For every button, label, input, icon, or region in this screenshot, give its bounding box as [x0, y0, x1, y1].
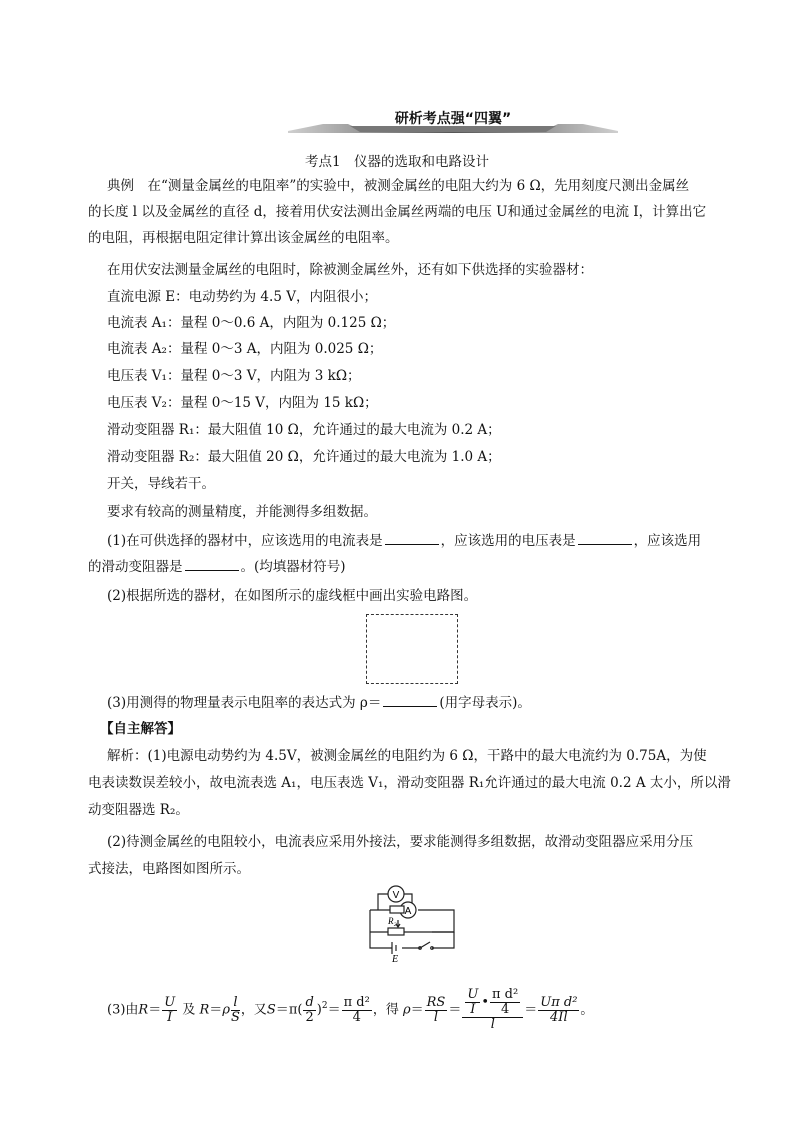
fraction — [342, 996, 372, 1025]
example-line-2: 的长度 l 以及金属丝的直径 d，接着用伏安法测出金属丝两端的电压 U和通过金属丝的电流 I，计算出它 — [88, 204, 707, 220]
example-line-4: 在用伏安法测量金属丝的电阻时，除被测金属丝外，还有如下供选择的实验器材： — [107, 262, 593, 278]
answer-blank — [383, 694, 437, 707]
fraction-numerator — [462, 988, 523, 1018]
solution-line: 电表读数误差较小，故电流表选 A₁，电压表选 V₁，滑动变阻器 R₁允许通过的最大电流 0.2 A 太小，所以滑 — [88, 775, 731, 791]
question-1 — [107, 532, 701, 550]
formula-symbol: ＝ — [209, 1002, 223, 1018]
solution-line: (2)待测金属丝的电阻较小，电流表应采用外接法，要求能测得多组数据，故滑动变阻器应采用分压 — [107, 834, 694, 850]
source-label: E — [392, 954, 399, 962]
equipment-item: 直流电源 E：电动势约为 4.5 V，内阻很小； — [107, 289, 377, 305]
fraction-numerator: l — [231, 996, 240, 1011]
section-title: 考点1 仪器的选取和电路设计 — [304, 154, 490, 170]
answer-blank — [385, 532, 439, 545]
wire-resistor — [390, 906, 404, 913]
formula-symbol: S — [266, 1002, 276, 1018]
question-3 — [107, 694, 531, 712]
equipment-item: 电压表 V₂：量程 0～15 V，内阻为 15 kΩ； — [107, 395, 378, 411]
fraction-numerator: π d² — [343, 994, 370, 1010]
formula-symbol: ρ — [402, 1002, 411, 1018]
fraction-denominator: I — [167, 1009, 173, 1025]
fraction-denominator: l — [433, 1009, 439, 1025]
question-1-part-a: (1)在可供选择的器材中，应该选用的电流表是 — [107, 533, 383, 549]
formula-symbol: ＝ — [448, 1002, 462, 1018]
solution-line: 式接法，电路图如图所示。 — [88, 861, 250, 877]
fraction — [162, 996, 177, 1025]
solution-line: 解析：(1)电源电动势约为 4.5V，被测金属丝的电阻约为 6 Ω，干路中的最大电流约为 0.75A，为使 — [107, 748, 707, 764]
fraction-denominator: 4 — [352, 1009, 361, 1025]
formula-symbol: π — [288, 1002, 298, 1018]
equipment-item: 开关，导线若干。 — [107, 476, 215, 492]
fraction — [303, 996, 315, 1025]
fraction — [462, 988, 523, 1032]
fraction-denominator: S — [230, 1009, 240, 1025]
answer-blank — [578, 532, 632, 545]
fraction-numerator: d — [305, 994, 314, 1010]
formula-symbol: R — [138, 1002, 149, 1018]
voltmeter-label: V — [392, 890, 400, 901]
answer-blank — [185, 558, 239, 571]
equipment-item: 滑动变阻器 R₂：最大阻值 20 Ω，允许通过的最大电流为 1.0 A； — [107, 449, 501, 465]
fraction-denominator: 4Il — [550, 1009, 568, 1025]
equipment-item: 电压表 V₁：量程 0～3 V，内阻为 3 kΩ； — [107, 368, 361, 384]
example-line-3: 的电阻，再根据电阻定律计算出该金属丝的电阻率。 — [88, 230, 399, 246]
formula-symbol: ＝ — [327, 1002, 341, 1018]
question-1-part-b: ，应该选用的电压表是 — [440, 533, 576, 549]
fraction — [231, 996, 240, 1025]
formula-exponent: 2 — [321, 1001, 328, 1012]
formula-symbol: ρ — [222, 1002, 230, 1018]
equipment-item: 电流表 A₂：量程 0～3 A，内阻为 0.025 Ω； — [107, 341, 383, 357]
formula-line: (3)由R＝ $\frac{U}{I}$ 及 R＝ρ $\frac{l}{S}$ ，又S＝π( $\frac{d}{2}$ )$^2$＝ $\frac{\text{π d²}}{4}$ ，得 ρ＝ $\frac{RS}{l}$ ＝ $\frac{U}{I}$ • $\frac{\text{π d²}}{4}$ l ＝ $\frac{\text{Uπ d²}}{4Il}$ 。 — [107, 987, 594, 1032]
fraction — [465, 988, 480, 1017]
fraction-numerator: U — [164, 994, 176, 1010]
fraction — [490, 988, 520, 1017]
ammeter-label: A — [404, 906, 412, 917]
equipment-item: 滑动变阻器 R₁：最大阻值 10 Ω，允许通过的最大电流为 0.2 A； — [107, 422, 501, 438]
banner-title: 研析考点强“四翼” — [394, 111, 512, 127]
formula-text: 及 — [182, 1002, 196, 1018]
fraction-numerator: π d² — [492, 987, 519, 1002]
section-banner — [288, 104, 618, 138]
fraction-numerator: RS — [426, 994, 446, 1010]
formula-text: 。 — [580, 1002, 594, 1018]
fraction-denominator: 2 — [305, 1009, 314, 1025]
fraction-denominator: 4 — [500, 1002, 510, 1017]
formula-symbol: ＝ — [275, 1002, 289, 1018]
question-1-part-c: ，应该选用 — [633, 533, 702, 549]
fraction-denominator: I — [470, 1002, 476, 1017]
equipment-item: 电流表 A₁：量程 0～0.6 A，内阻为 0.125 Ω； — [107, 315, 396, 331]
requirement-text: 要求有较高的测量精度，并能测得多组数据。 — [107, 504, 377, 520]
circuit-diagram — [360, 882, 460, 962]
fraction-denominator: l — [490, 1017, 495, 1032]
answer-heading: 【自主解答】 — [100, 721, 181, 737]
formula-symbol: ＝ — [148, 1002, 162, 1018]
circuit-drawing-box — [366, 614, 458, 684]
question-3-part-a: (3)用测得的物理量表示电阻率的表达式为 ρ＝ — [107, 695, 382, 711]
formula-symbol: R — [199, 1002, 210, 1018]
example-line-1: 典例 在“测量金属丝的电阻率”的实验中，被测金属丝的电阻大约为 6 Ω，先用刻度尺测出金属丝 — [107, 178, 690, 194]
formula-text: ，又 — [240, 1002, 267, 1018]
fraction — [425, 996, 448, 1025]
fraction-numerator: U — [467, 987, 479, 1002]
rheostat-label: R₂ — [388, 916, 397, 926]
question-1-cont — [88, 558, 346, 576]
question-2: (2)根据所选的器材，在如图所示的虚线框中画出实验电路图。 — [107, 588, 478, 604]
question-3-part-b: (用字母表示)。 — [439, 695, 531, 711]
question-1-part-e: 。(均填器材符号) — [240, 559, 346, 575]
formula-symbol: ＝ — [410, 1002, 424, 1018]
fraction — [538, 996, 579, 1025]
formula-prefix: (3)由 — [107, 1002, 139, 1018]
formula-text: ，得 — [372, 1002, 399, 1018]
formula-symbol: ＝ — [524, 1002, 538, 1018]
formula-symbol: • — [481, 995, 489, 1010]
solution-line: 动变阻器选 R₂。 — [88, 802, 189, 818]
fraction-numerator: Uπ d² — [540, 994, 578, 1010]
question-1-part-d: 的滑动变阻器是 — [88, 559, 183, 575]
